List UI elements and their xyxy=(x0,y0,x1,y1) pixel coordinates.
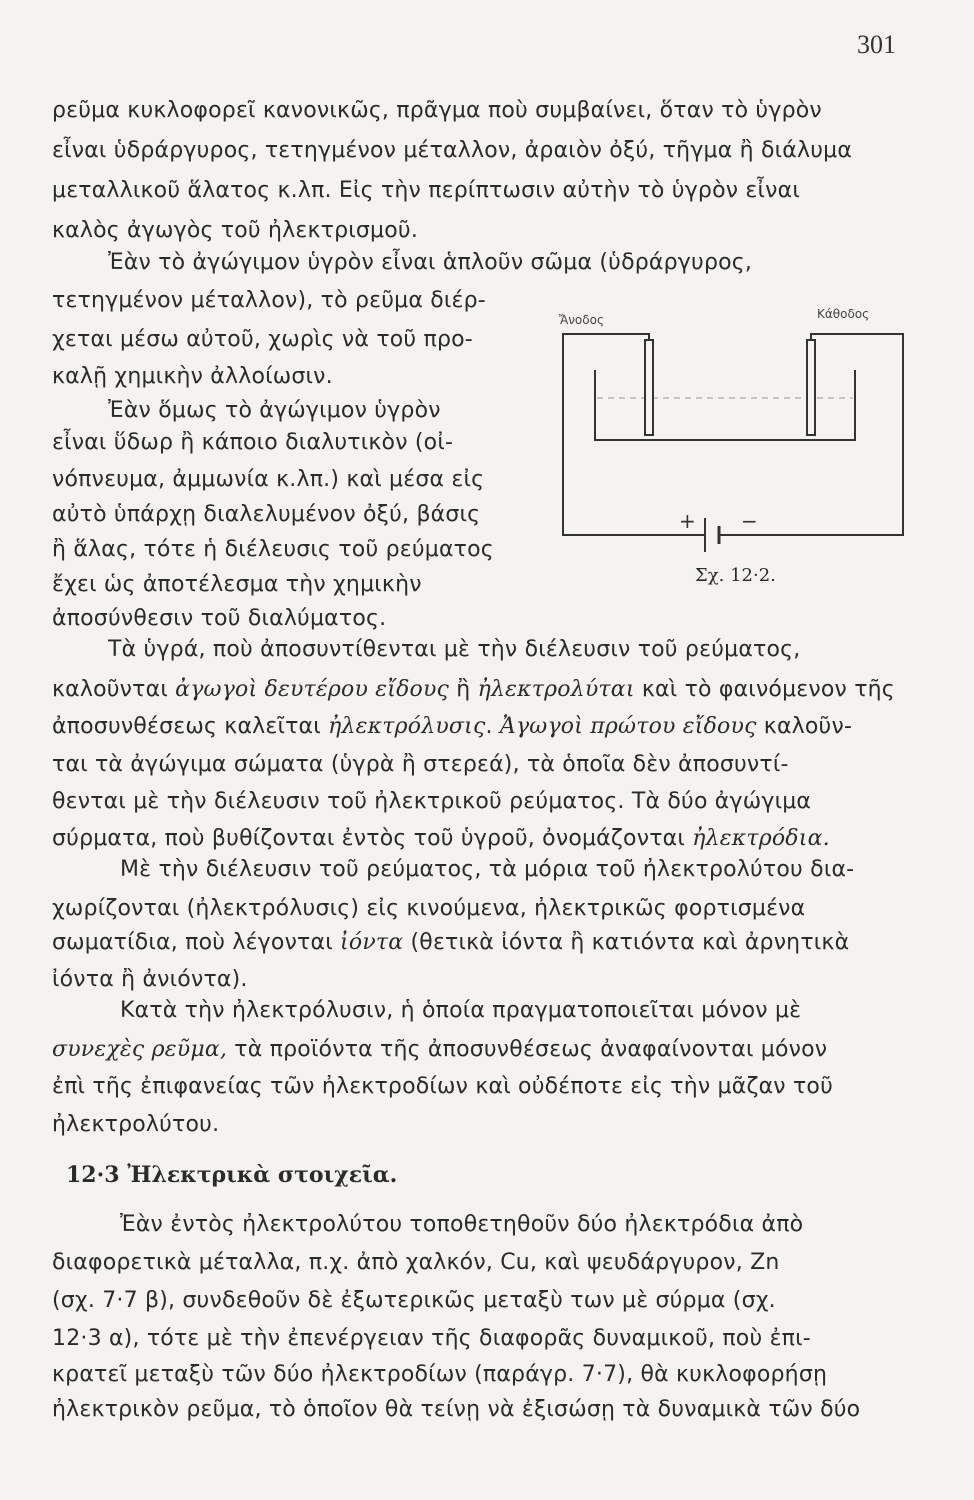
text-line: Ἐὰν τὸ ἀγώγιμον ὑγρὸν εἶναι ἁπλοῦν σῶμα (ὑδράργυρος, xyxy=(108,250,753,275)
text-span: (θετικὰ ἰόντα ἢ κατιόντα καὶ ἀρνητικὰ xyxy=(403,930,850,955)
electrolysis-diagram xyxy=(555,300,915,600)
text-span: . xyxy=(485,714,500,739)
text-line: Ἐὰν ἐντὸς ἠλεκτρολύτου τοποθετηθοῦν δύο ἠλεκτρόδια ἀπὸ xyxy=(120,1212,804,1237)
italic-term: ἠλεκτρολύται xyxy=(477,677,635,702)
text-line: 12·3 α), τότε μὲ τὴν ἐπενέργειαν τῆς διαφορᾶς δυναμικοῦ, ποὺ ἐπι- xyxy=(52,1326,811,1351)
text-line: (σχ. 7·7 β), συνδεθοῦν δὲ ἐξωτερικῶς μεταξὺ των μὲ σύρμα (σχ. xyxy=(52,1288,776,1313)
italic-term: ἠλεκτρόδια. xyxy=(692,826,830,851)
section-heading: 12·3 Ἠλεκτρικὰ στοιχεῖα. xyxy=(66,1162,398,1188)
text-line: ἠλεκτρολύτου. xyxy=(52,1112,220,1137)
text-line: κρατεῖ μεταξὺ τῶν δύο ἠλεκτροδίων (παράγρ. 7·7), θὰ κυκλοφορήσῃ xyxy=(52,1362,828,1387)
cathode-label: Κάθοδος xyxy=(817,307,870,321)
text-line: Τὰ ὑγρά, ποὺ ἀποσυντίθενται μὲ τὴν διέλευσιν τοῦ ρεύματος, xyxy=(108,637,801,662)
text-line: τετηγμένον μέταλλον), τὸ ρεῦμα διέρ- xyxy=(52,288,486,313)
text-line: χεται μέσω αὐτοῦ, χωρὶς νὰ τοῦ προ- xyxy=(52,327,473,352)
text-span: σωματίδια, ποὺ λέγονται xyxy=(52,930,341,955)
text-line xyxy=(52,928,849,958)
text-span: καλοῦν- xyxy=(756,714,853,739)
text-span: καλοῦνται xyxy=(52,677,176,702)
italic-term: ἰόντα xyxy=(340,930,404,955)
text-line xyxy=(52,824,830,854)
text-line: θενται μὲ τὴν διέλευσιν τοῦ ἠλεκτρικοῦ ρεύματος. Τὰ δύο ἀγώγιμα xyxy=(52,789,812,814)
text-line: Μὲ τὴν διέλευσιν τοῦ ρεύματος, τὰ μόρια τοῦ ἠλεκτρολύτου δια- xyxy=(120,857,855,882)
plus-sign: + xyxy=(679,509,696,533)
cathode-wire xyxy=(731,334,903,535)
text-line: διαφορετικὰ μέταλλα, π.χ. ἀπὸ χαλκόν, Cu, καὶ ψευδάργυρον, Zn xyxy=(52,1250,780,1275)
text-line: εἶναι ὕδωρ ἢ κάποιο διαλυτικὸν (οἰ- xyxy=(52,430,454,455)
text-span: ἀποσυνθέσεως καλεῖται xyxy=(52,714,329,739)
page-number: 301 xyxy=(857,30,896,59)
text-span: καὶ τὸ φαινόμενον τῆς xyxy=(634,677,895,702)
text-line: ρεῦμα κυκλοφορεῖ κανονικῶς, πρᾶγμα ποὺ συμβαίνει, ὅταν τὸ ὑγρὸν xyxy=(52,98,822,123)
text-span: ἢ xyxy=(449,677,478,702)
text-line: ἢ ἅλας, τότε ἡ διέλευσις τοῦ ρεύματος xyxy=(52,537,494,562)
text-line: ται τὰ ἀγώγιμα σώματα (ὑγρὰ ἢ στερεά), τὰ ὁποῖα δὲν ἀποσυντί- xyxy=(52,752,789,777)
italic-term: ἀγωγοὶ δευτέρου εἴδους xyxy=(175,677,450,702)
text-line xyxy=(52,712,852,742)
anode-electrode xyxy=(645,340,653,435)
text-line: μεταλλικοῦ ἅλατος κ.λπ. Εἰς τὴν περίπτωσιν αὐτὴν τὸ ὑγρὸν εἶναι xyxy=(52,178,800,203)
text-line: ἔχει ὡς ἀποτέλεσμα τὴν χημικὴν xyxy=(52,572,422,597)
text-span: τὰ προϊόντα τῆς ἀποσυνθέσεως ἀναφαίνονται μόνον xyxy=(227,1037,828,1062)
text-line: καλῇ χημικὴν ἀλλοίωσιν. xyxy=(52,364,333,389)
italic-term: ἠλεκτρόλυσις xyxy=(328,714,486,739)
text-line: νόπνευμα, ἀμμωνία κ.λπ.) καὶ μέσα εἰς xyxy=(52,467,485,492)
text-line: ἐπὶ τῆς ἐπιφανείας τῶν ἠλεκτροδίων καὶ οὐδέποτε εἰς τὴν μᾶζαν τοῦ xyxy=(52,1074,834,1099)
electrolysis-svg xyxy=(555,300,915,600)
italic-term: συνεχὲς ρεῦμα, xyxy=(52,1037,228,1062)
text-line: χωρίζονται (ἠλεκτρόλυσις) εἰς κινούμενα, ἠλεκτρικῶς φορτισμένα xyxy=(52,896,806,921)
text-line: εἶναι ὑδράργυρος, τετηγμένον μέταλλον, ἀραιὸν ὀξύ, τῆγμα ἢ διάλυμα xyxy=(52,138,853,163)
text-line: ἰόντα ἢ ἀνιόντα). xyxy=(52,967,248,992)
text-line: Ἐὰν ὅμως τὸ ἀγώγιμον ὑγρὸν xyxy=(108,398,441,423)
text-line: Κατὰ τὴν ἠλεκτρόλυσιν, ἡ ὁποία πραγματοποιεῖται μόνον μὲ xyxy=(120,998,802,1023)
text-line xyxy=(52,675,895,705)
text-line: καλὸς ἀγωγὸς τοῦ ἠλεκτρισμοῦ. xyxy=(52,218,419,243)
figure-caption: Σχ. 12·2. xyxy=(695,565,776,586)
text-line: αὐτὸ ὑπάρχῃ διαλελυμένον ὀξύ, βάσις xyxy=(52,502,481,527)
anode-label: Ἄνοδος xyxy=(559,313,604,327)
text-line xyxy=(52,1035,827,1065)
text-line: ἠλεκτρικὸν ρεῦμα, τὸ ὁποῖον θὰ τείνῃ νὰ ἐξισώσῃ τὰ δυναμικὰ τῶν δύο xyxy=(52,1397,861,1422)
italic-term: Ἀγωγοὶ πρώτου εἴδους xyxy=(499,714,757,739)
anode-wire xyxy=(563,334,695,535)
text-line: ἀποσύνθεσιν τοῦ διαλύματος. xyxy=(52,606,387,631)
minus-sign: − xyxy=(741,509,758,533)
cathode-electrode xyxy=(807,340,815,435)
text-span: σύρματα, ποὺ βυθίζονται ἐντὸς τοῦ ὑγροῦ, ὀνομάζονται xyxy=(52,826,693,851)
